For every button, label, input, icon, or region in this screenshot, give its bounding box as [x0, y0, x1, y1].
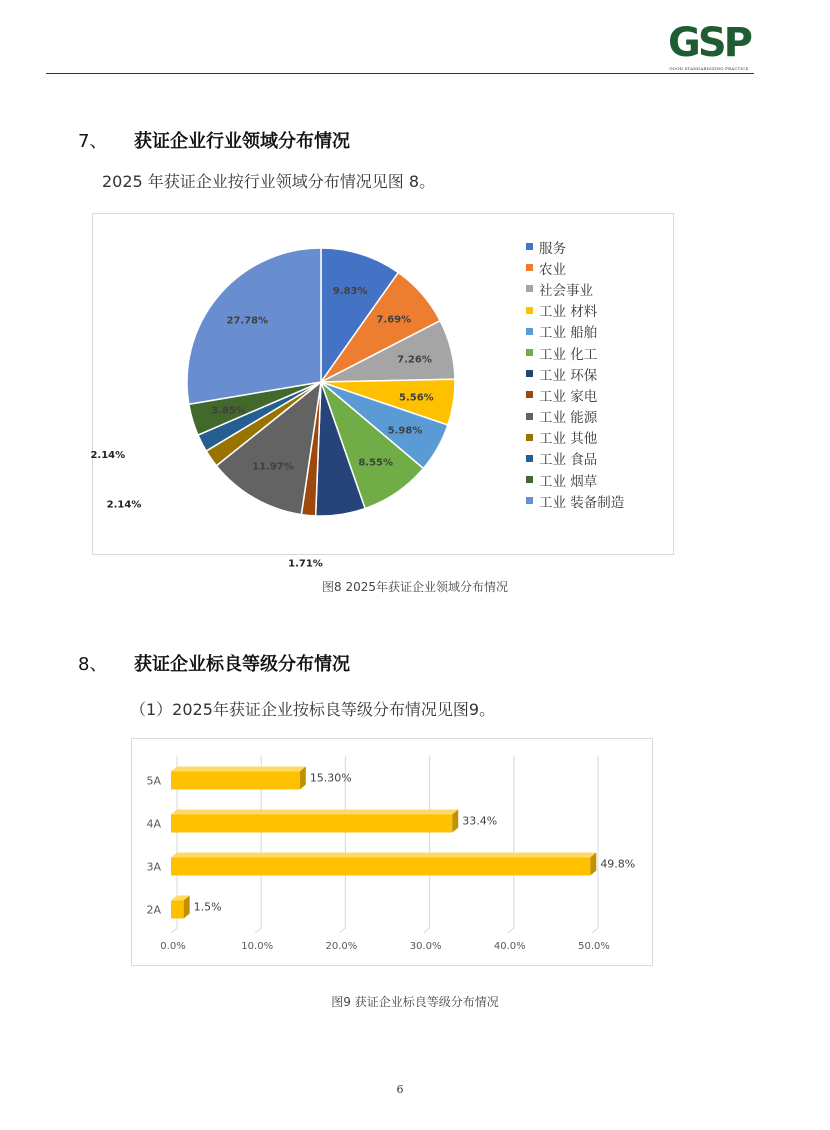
pie-data-label: 5.56%: [399, 392, 434, 404]
legend-swatch: [526, 349, 533, 356]
legend-label: 工业 家电: [539, 388, 598, 405]
section8-number: 8、: [78, 654, 108, 675]
pie-data-label: 5.98%: [387, 425, 423, 437]
pie-data-label: 2.14%: [90, 450, 126, 462]
legend-label: 工业 装备制造: [539, 494, 625, 511]
figure8-caption: 图8 2025年获证企业领域分布情况: [322, 580, 508, 594]
legend-label: 社会事业: [539, 282, 593, 299]
legend-item: [526, 384, 624, 405]
x-tick-label: 40.0%: [493, 941, 526, 952]
grid-line-base: [339, 928, 345, 933]
legend-item: [526, 469, 624, 490]
legend-swatch: [526, 413, 533, 420]
pie-legend: [526, 236, 624, 511]
bar-value-label: 49.8%: [600, 857, 636, 871]
gsp-logo: [664, 18, 754, 76]
x-tick-label: 50.0%: [578, 941, 610, 952]
legend-swatch: [526, 264, 533, 271]
pie-data-label: 7.69%: [376, 314, 412, 326]
pie-data-label: 1.71%: [288, 558, 323, 570]
y-category-label: 3A: [146, 860, 161, 874]
x-tick-label: 30.0%: [409, 941, 442, 952]
section7-number: 7、: [78, 131, 108, 152]
bar-chart: [131, 738, 651, 964]
legend-swatch: [526, 497, 533, 504]
bar-value-label: 33.4%: [462, 814, 498, 828]
legend-swatch: [526, 455, 533, 462]
legend-swatch: [526, 307, 533, 314]
grid-line-base: [255, 928, 261, 933]
bar-value-label: 1.5%: [193, 900, 222, 914]
legend-item: [526, 278, 624, 299]
grid-line-base: [508, 928, 514, 933]
legend-label: 工业 烟草: [539, 473, 598, 490]
pie-data-label: 7.26%: [397, 354, 432, 366]
legend-label: 工业 材料: [539, 304, 598, 321]
legend-label: 工业 环保: [539, 367, 598, 384]
legend-label: 工业 食品: [539, 452, 598, 469]
legend-label: 农业: [539, 261, 566, 278]
grid-line-base: [592, 928, 598, 933]
legend-item: [526, 490, 624, 511]
legend-label: 工业 其他: [539, 431, 598, 448]
grid-line-base: [171, 928, 177, 933]
header-rule: [46, 73, 754, 74]
y-category-label: 2A: [146, 903, 161, 917]
legend-swatch: [526, 243, 533, 250]
legend-label: 服务: [539, 240, 566, 257]
legend-label: 工业 船舶: [539, 325, 598, 342]
legend-swatch: [526, 476, 533, 483]
bar: [171, 815, 452, 833]
pie-data-label: 8.55%: [358, 457, 394, 469]
legend-swatch: [526, 285, 533, 292]
legend-swatch: [526, 370, 533, 377]
pie-data-label: 3.85%: [211, 405, 246, 417]
legend-item: [526, 427, 624, 448]
legend-swatch: [526, 391, 533, 398]
bar: [171, 858, 590, 876]
legend-swatch: [526, 328, 533, 335]
pie-data-label: 9.83%: [332, 286, 368, 298]
legend-item: [526, 236, 624, 257]
bar-value-label: 15.30%: [309, 771, 352, 785]
logo-subtitle: GOOD STANDARDIZING PRACTICE: [669, 66, 749, 71]
pie-data-label: 27.78%: [226, 315, 269, 327]
section8-title: 获证企业标良等级分布情况: [134, 654, 350, 675]
legend-label: 工业 能源: [539, 410, 598, 427]
bar-top-face: [171, 810, 458, 815]
section8-heading: [78, 650, 350, 676]
section7-paragraph: 2025 年获证企业按行业领域分布情况见图 8。: [102, 172, 436, 191]
legend-item: [526, 406, 624, 427]
bar: [171, 901, 184, 919]
legend-item: [526, 321, 624, 342]
bar: [171, 772, 300, 790]
x-tick-label: 20.0%: [325, 941, 358, 952]
gsp-logo-mark: [664, 18, 754, 66]
bar-top-face: [171, 853, 596, 858]
y-category-label: 4A: [146, 817, 161, 831]
page-number: 6: [396, 1083, 404, 1096]
section7-title: 获证企业行业领域分布情况: [134, 131, 350, 152]
section8-paragraph: （1）2025年获证企业按标良等级分布情况见图9。: [130, 700, 496, 719]
x-tick-label: 0.0%: [160, 941, 186, 952]
legend-swatch: [526, 434, 533, 441]
figure9-caption: 图9 获证企业标良等级分布情况: [331, 995, 499, 1009]
legend-item: [526, 363, 624, 384]
y-category-label: 5A: [146, 774, 161, 788]
legend-label: 工业 化工: [539, 346, 598, 363]
legend-item: [526, 257, 624, 278]
section7-heading: [78, 127, 350, 153]
bar-top-face: [171, 767, 306, 772]
grid-line-base: [424, 928, 430, 933]
pie-data-label: 11.97%: [252, 461, 294, 473]
pie-data-label: 2.14%: [106, 499, 142, 511]
legend-item: [526, 342, 624, 363]
logo-letters: GSP: [668, 20, 750, 66]
legend-item: [526, 300, 624, 321]
x-tick-label: 10.0%: [241, 941, 274, 952]
legend-item: [526, 448, 624, 469]
